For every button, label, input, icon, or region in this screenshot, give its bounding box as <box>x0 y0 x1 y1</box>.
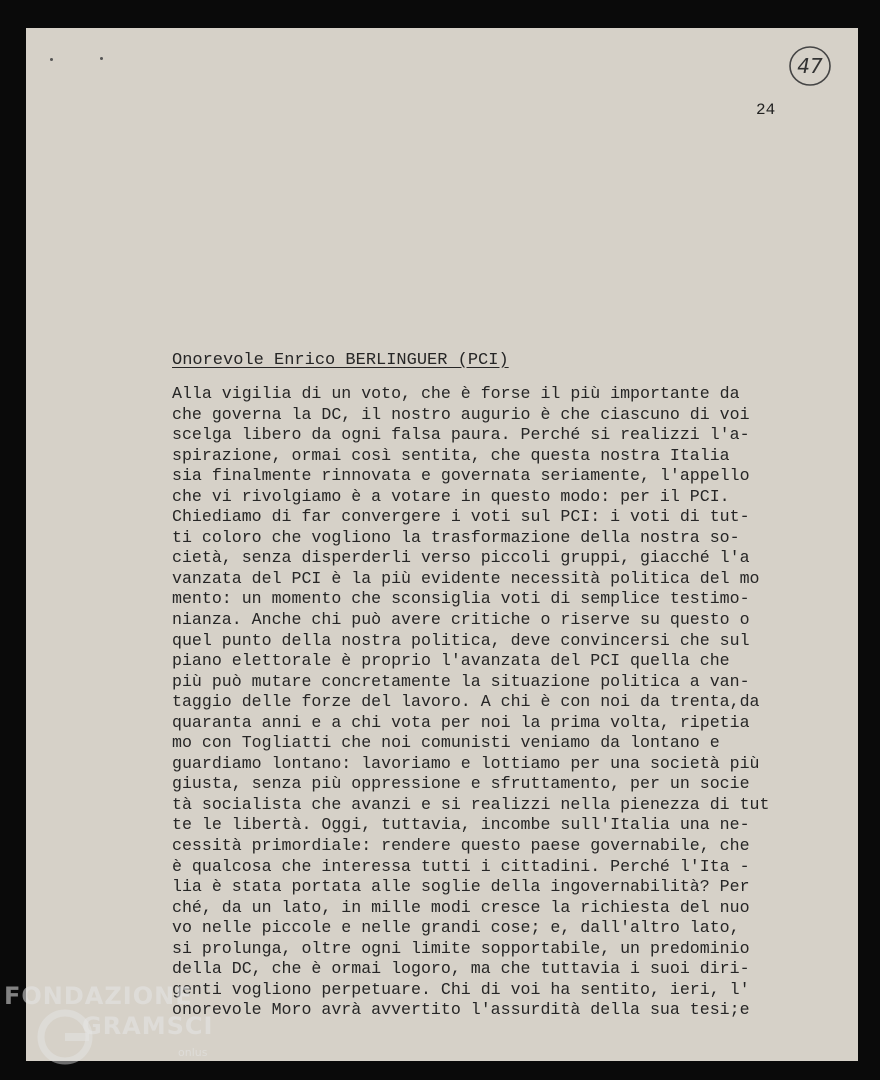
watermark-line1: FONDAZIONE <box>4 982 193 1010</box>
text-line: ti coloro che vogliono la trasformazione della nostra so- <box>172 527 740 547</box>
archive-number-text: 47 <box>797 54 823 78</box>
text-line: più può mutare concretamente la situazione politica a van- <box>172 671 750 691</box>
speaker-heading: Onorevole Enrico BERLINGUER (PCI) <box>172 351 509 370</box>
text-line: cessità primordiale: rendere questo paese governabile, che <box>172 836 750 856</box>
archive-number-stamp <box>788 44 832 88</box>
text-line: ché, da un lato, in mille modi cresce la richiesta del nuo <box>172 897 750 917</box>
text-line: onorevole Moro avrà avvertito l'assurdità della sua tesi;e <box>172 1000 750 1020</box>
text-line: piano elettorale è proprio l'avanzata del PCI quella che <box>172 651 730 671</box>
text-line: vanzata del PCI è la più evidente necessità politica del mo <box>172 568 760 588</box>
text-line: genti vogliono perpetuare. Chi di voi ha sentito, ieri, l' <box>172 979 750 999</box>
text-line: nianza. Anche chi può avere critiche o riserve su questo o <box>172 610 750 630</box>
text-line: guardiamo lontano: lavoriamo e lottiamo per una società più <box>172 753 760 773</box>
text-line: spirazione, ormai così sentita, che questa nostra Italia <box>172 445 730 465</box>
text-line: si prolunga, oltre ogni limite sopportabile, un predominio <box>172 938 750 958</box>
text-line: Alla vigilia di un voto, che è forse il più importante da <box>172 384 740 403</box>
text-line: quel punto della nostra politica, deve convincersi che sul <box>172 630 750 650</box>
watermark-line2: GRAMSCI <box>82 1012 214 1040</box>
text-line: Chiediamo di far convergere i voti sul PCI: i voti di tut- <box>172 507 750 527</box>
text-line: cietà, senza disperderli verso piccoli gruppi, giacché l'a <box>172 548 750 568</box>
text-line: tà socialista che avanzi e si realizzi nella pienezza di tut <box>172 794 770 814</box>
text-line: della DC, che è ormai logoro, ma che tuttavia i suoi diri- <box>172 959 750 979</box>
text-line: è qualcosa che interessa tutti i cittadini. Perché l'Ita - <box>172 856 750 876</box>
text-line: giusta, senza più oppressione e sfruttamento, per un socie <box>172 774 750 794</box>
text-line: quaranta anni e a chi vota per noi la prima volta, ripetia <box>172 712 750 732</box>
text-line: te le libertà. Oggi, tuttavia, incombe sull'Italia una ne- <box>172 815 750 835</box>
text-line: lia è stata portata alle soglie della ingovernabilità? Per <box>172 877 750 897</box>
paper-speck <box>50 58 53 61</box>
text-line: che governa la DC, il nostro augurio è che ciascuno di voi <box>172 404 750 424</box>
text-line: che vi rivolgiamo è a votare in questo modo: per il PCI. <box>172 486 730 506</box>
text-line: mento: un momento che sconsiglia voti di semplice testimo- <box>172 589 750 609</box>
paper-speck <box>100 57 103 60</box>
text-line: vo nelle piccole e nelle grandi cose; e, dall'altro lato, <box>172 918 740 938</box>
watermark-suffix: onlus <box>178 1046 208 1059</box>
page-number: 24 <box>756 101 776 119</box>
text-line: mo con Togliatti che noi comunisti veniamo da lontano e <box>172 733 720 753</box>
text-line: taggio delle forze del lavoro. A chi è con noi da trenta,da <box>172 692 760 712</box>
text-line: scelga libero da ogni falsa paura. Perché si realizzi l'a- <box>172 425 750 445</box>
text-line: sia finalmente rinnovata e governata seriamente, l'appello <box>172 466 750 486</box>
speech-body <box>172 384 792 1021</box>
